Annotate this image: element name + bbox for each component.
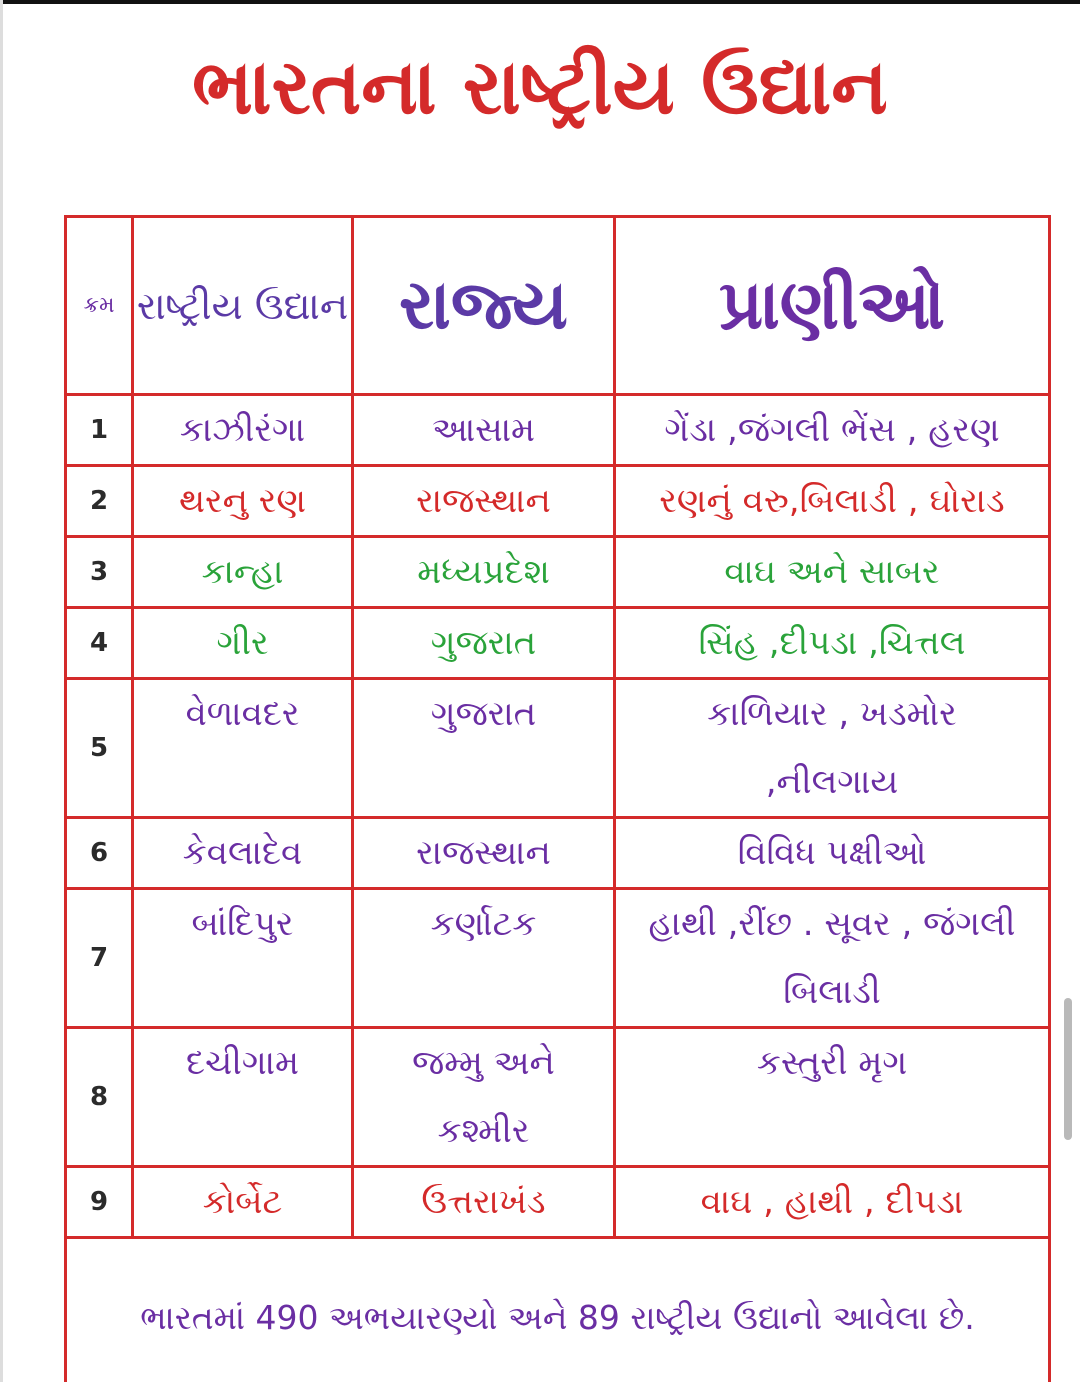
table-header-row	[66, 217, 1050, 395]
table-row	[66, 679, 1050, 818]
row-number: 3	[66, 537, 133, 608]
table-row	[66, 889, 1050, 1028]
park-cell: ગીર	[133, 608, 353, 679]
row-number: 5	[66, 679, 133, 818]
state-cell: ગુજરાત	[353, 608, 615, 679]
park-cell: થરનુ રણ	[133, 466, 353, 537]
park-cell: વેળાવદર	[133, 679, 353, 818]
header-park: રાષ્ટ્રીય ઉદ્યાન	[133, 217, 353, 395]
table-row	[66, 1167, 1050, 1238]
animals-cell: રણનું વરુ,બિલાડી , ઘોરાડ	[615, 466, 1050, 537]
park-cell: કાઝીરંગા	[133, 395, 353, 466]
park-cell: કોર્બેટ	[133, 1167, 353, 1238]
park-cell: કેવલાદેવ	[133, 818, 353, 889]
state-cell: ગુજરાત	[353, 679, 615, 818]
animals-cell: હાથી ,રીંછ . સૂવર , જંગલી બિલાડી	[615, 889, 1050, 1028]
animals-cell: કાળિયાર , ખડમોર ,નીલગાય	[615, 679, 1050, 818]
state-cell: આસામ	[353, 395, 615, 466]
table-footer-row	[66, 1238, 1050, 1382]
table-row	[66, 818, 1050, 889]
park-cell: દચીગામ	[133, 1028, 353, 1167]
row-number: 8	[66, 1028, 133, 1167]
animals-cell: વાઘ , હાથી , દીપડા	[615, 1167, 1050, 1238]
table-row	[66, 466, 1050, 537]
scrollbar-thumb[interactable]	[1064, 998, 1072, 1140]
animals-cell: વાઘ અને સાબર	[615, 537, 1050, 608]
animals-cell: ગેંડા ,જંગલી ભેંસ , હરણ	[615, 395, 1050, 466]
table-row	[66, 395, 1050, 466]
table-row	[66, 537, 1050, 608]
page-edge	[0, 0, 3, 1382]
top-bar	[0, 0, 1080, 4]
park-cell: કાન્હા	[133, 537, 353, 608]
page-title: ભારતના રાષ્ટ્રીય ઉદ્યાન	[192, 42, 888, 131]
row-number: 2	[66, 466, 133, 537]
header-krama: ક્રમ	[66, 217, 133, 395]
table-row	[66, 608, 1050, 679]
header-animals: પ્રાણીઓ	[615, 217, 1050, 395]
row-number: 7	[66, 889, 133, 1028]
row-number: 9	[66, 1167, 133, 1238]
row-number: 4	[66, 608, 133, 679]
state-cell: રાજસ્થાન	[353, 466, 615, 537]
national-parks-table	[64, 215, 1051, 1382]
state-cell: રાજસ્થાન	[353, 818, 615, 889]
animals-cell: સિંહ ,દીપડા ,ચિત્તલ	[615, 608, 1050, 679]
animals-cell: કસ્તુરી મૃગ	[615, 1028, 1050, 1167]
state-cell: મધ્યપ્રદેશ	[353, 537, 615, 608]
state-cell: કર્ણાટક	[353, 889, 615, 1028]
state-cell: ઉત્તરાખંડ	[353, 1167, 615, 1238]
row-number: 1	[66, 395, 133, 466]
table-row	[66, 1028, 1050, 1167]
animals-cell: વિવિધ પક્ષીઓ	[615, 818, 1050, 889]
state-cell: જમ્મુ અને કશ્મીર	[353, 1028, 615, 1167]
row-number: 6	[66, 818, 133, 889]
header-state: રાજ્ય	[353, 217, 615, 395]
park-cell: બાંદિપુર	[133, 889, 353, 1028]
footer-note: ભારતમાં 490 અભયારણ્યો અને 89 રાષ્ટ્રીય ઉદ્યાનો આવેલા છે.	[66, 1238, 1050, 1382]
